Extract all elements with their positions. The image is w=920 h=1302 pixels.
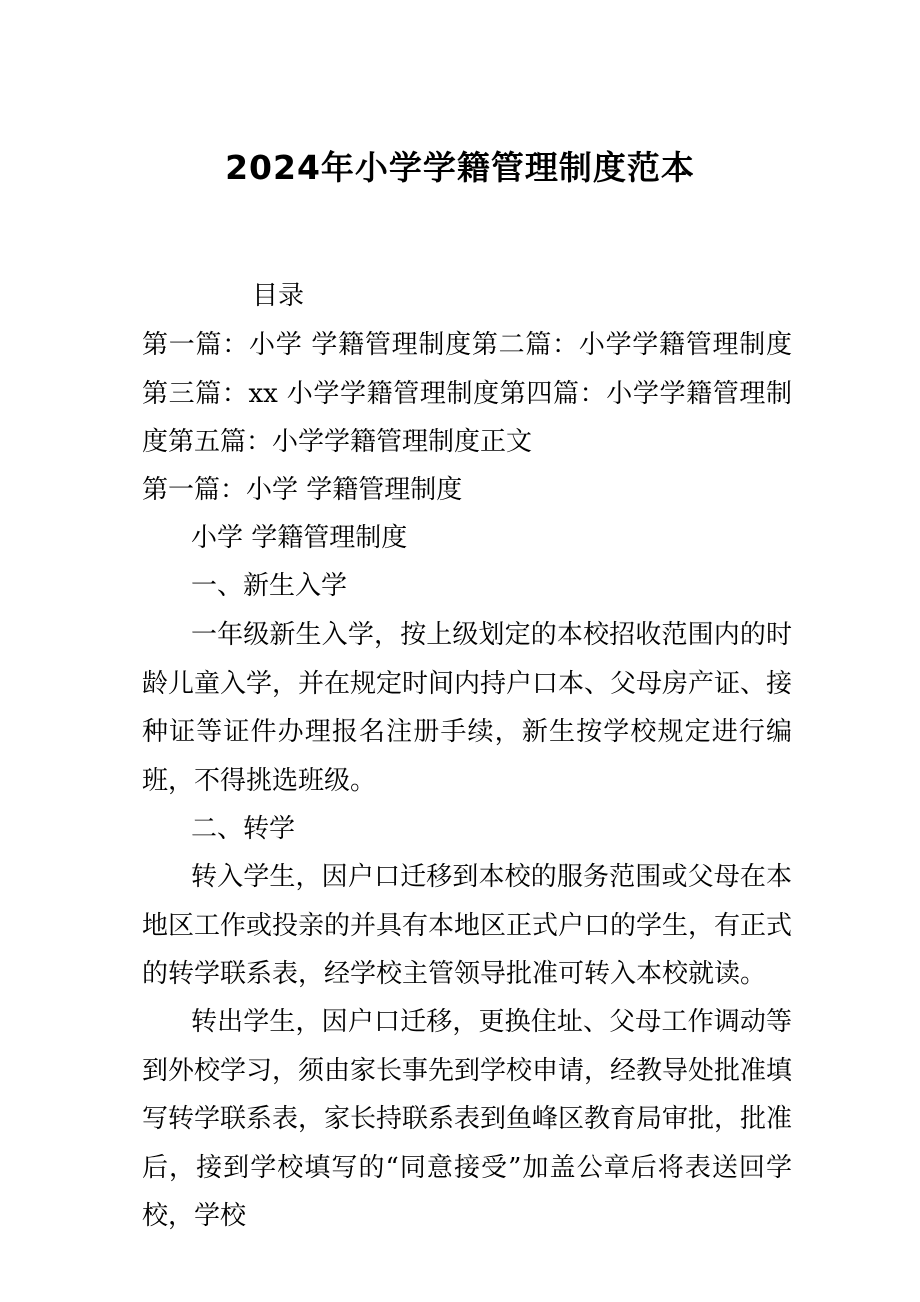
section2-paragraph-2: 转出学生，因户口迁移，更换住址、父母工作调动等到外校学习，须由家长事先到学校申请，经教导处批准填写转学联系表，家长持联系表到鱼峰区教育局审批，批准后，接到学校填写的“同意接受”加盖公章后将表送回学校，学校 — [142, 1007, 793, 1231]
part1-subtitle: 小学 学籍管理制度 — [191, 523, 408, 553]
toc-heading: 目录 — [252, 281, 305, 311]
part1-heading: 第一篇：小学 学籍管理制度 — [142, 475, 463, 505]
section1-paragraph: 一年级新生入学，按上级划定的本校招收范围内的时龄儿童入学，并在规定时间内持户口本、父母房产证、接种证等证件办理报名注册手续，新生按学校规定进行编班，不得挑选班级。 — [142, 620, 793, 796]
section2-heading: 二、转学 — [191, 814, 296, 844]
toc-text: 第一篇：小学 学籍管理制度第二篇：小学学籍管理制度第三篇：xx 小学学籍管理制度第四篇：小学学籍管理制度第五篇：小学学籍管理制度正文 — [142, 330, 792, 457]
section1-heading: 一、新生入学 — [191, 571, 348, 601]
section2-paragraph-1: 转入学生，因户口迁移到本校的服务范围或父母在本地区工作或投亲的并具有本地区正式户口的学生，有正式的转学联系表，经学校主管领导批准可转入本校就读。 — [142, 862, 793, 989]
document-title: 2024年小学学籍管理制度范本 — [225, 148, 695, 187]
